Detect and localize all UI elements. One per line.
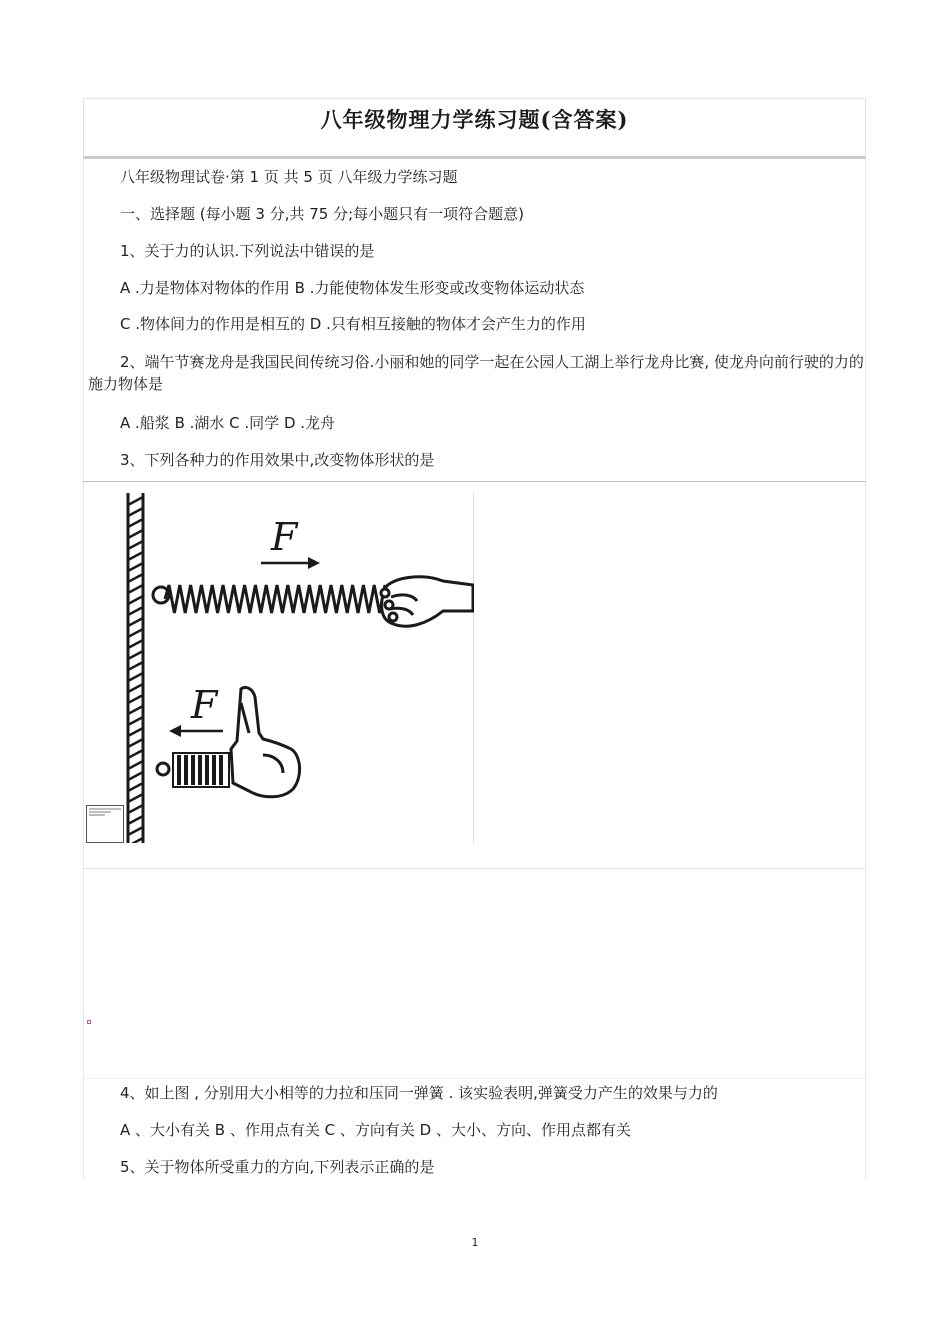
spring-figure — [123, 493, 474, 843]
question-1-options-cd: C .物体间力的作用是相互的 D .只有相互接触的物体才会产生力的作用 — [120, 315, 586, 333]
question-1: 1、关于力的认识.下列说法中错误的是 — [120, 242, 375, 260]
thumbnail-image — [86, 805, 124, 843]
header-line: 八年级物理试卷·第 1 页 共 5 页 八年级力学练习题 — [120, 168, 458, 186]
blank-figure-area — [83, 869, 866, 1079]
question-5: 5、关于物体所受重力的方向,下列表示正确的是 — [120, 1158, 435, 1176]
stretched-spring — [165, 585, 385, 613]
question-3: 3、下列各种力的作用效果中,改变物体形状的是 — [120, 451, 435, 469]
hand-pulling — [381, 577, 473, 626]
force-label-bottom: F — [191, 683, 218, 727]
force-label-top: F — [271, 515, 298, 559]
document-title: 八年级物理力学练习题(含答案) — [320, 107, 629, 132]
thumbnail-icon — [87, 806, 123, 842]
compressed-spring — [173, 753, 229, 787]
question-2-options: A .船浆 B .湖水 C .同学 D .龙舟 — [120, 414, 336, 432]
hook-bottom — [157, 763, 169, 775]
hand-pushing — [231, 687, 300, 796]
spring-diagram-svg — [123, 493, 474, 843]
section-heading: 一、选择题 (每小题 3 分,共 75 分;每小题只有一项符合题意) — [120, 205, 524, 223]
question-2: 2、端午节赛龙舟是我国民间传统习俗.小丽和她的同学一起在公园人工湖上举行龙舟比赛, 使龙舟向前行驶的力的施力物体是 — [88, 353, 864, 393]
question-4-options: A 、大小有关 B 、作用点有关 C 、方向有关 D 、大小、方向、作用点都有关 — [120, 1121, 631, 1139]
page-number: 1 — [471, 1236, 479, 1249]
question-1-options-ab: A .力是物体对物体的作用 B .力能使物体发生形变或改变物体运动状态 — [120, 279, 585, 297]
small-marker — [87, 1020, 91, 1024]
question-4: 4、如上图 , 分别用大小相等的力拉和压同一弹簧 . 该实验表明,弹簧受力产生的效果与力的 — [120, 1084, 718, 1102]
